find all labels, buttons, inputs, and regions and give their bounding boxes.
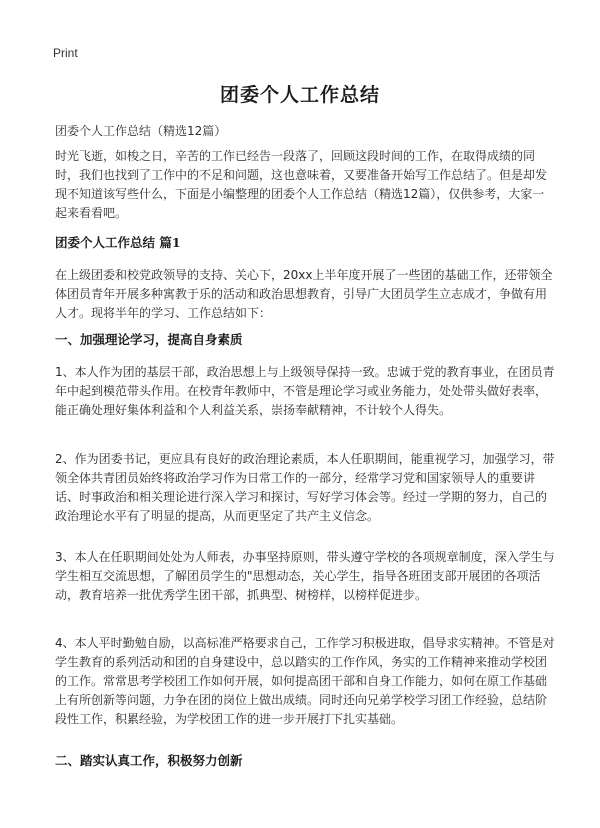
intro-paragraph bbox=[55, 147, 555, 223]
intro-text: 时光飞逝，如梭之日，辛苦的工作已经告一段落了，回顾这段时间的工作，在取得成绩的同时，我们也找到了工作中的不足和问题，这也意味着，又要准备开始写工作总结了。但是却发现不知道该写些什么，下面是小编整理的团委个人工作总结（精选12篇），仅供参考，大家一起来看看吧。 bbox=[55, 149, 548, 220]
page-title: 团委个人工作总结 bbox=[219, 84, 380, 106]
list-item bbox=[55, 634, 555, 729]
article-intro-paragraph bbox=[55, 266, 555, 323]
list-item-text-1: 1、本人作为团的基层干部，政治思想上与上级领导保持一致。忠诚于党的教育事业，在团员青年中起到模范带头作用。在校青年教师中，不管是理论学习或业务能力，处处带头做好表率，能正确处理好集体利益和个人利益关系，崇扬奉献精神，不计较个人得失。 bbox=[55, 365, 555, 417]
subtitle: 团委个人工作总结（精选12篇） bbox=[55, 124, 227, 138]
list-item-text-3: 3、本人在任职期间处处为人师表，办事坚持原则，带头遵守学校的各项规章制度，深入学生与学生相互交流思想，了解团员学生的"思想动态，关心学生，指导各班团支部开展团的各项活动，教育培养一批优秀学生团干部，抓典型、树榜样，以榜样促进步。 bbox=[55, 550, 555, 602]
section-heading-2: 二、踏实认真工作，积极努力创新 bbox=[55, 753, 243, 768]
list-item-text-4: 4、本人平时勤勉自励，以高标准严格要求自己，工作学习积极进取，倡导求实精神。不管是对学生教育的系列活动和团的自身建设中，总以踏实的工作作风，务实的工作精神来推动学校团的工作。常常思考学校团工作如何开展，如何提高团干部和自身工作能力，如何在原工作基础上有所创新等问题，力争在团的岗位上做出成绩。同时还向兄弟学校学习团工作经验，总结阶段性工作，积累经验，为学校团工作的进一步开展打下扎实基础。 bbox=[55, 636, 555, 726]
section-heading-1: 一、加强理论学习，提高自身素质 bbox=[55, 332, 243, 347]
list-item bbox=[55, 363, 555, 420]
article-heading: 团委个人工作总结 篇1 bbox=[55, 235, 181, 250]
list-item bbox=[55, 450, 555, 526]
article-intro-text: 在上级团委和校党政领导的支持、关心下，20xx上半年度开展了一些团的基础工作，还带领全体团员青年开展多种寓教于乐的活动和政治思想教育，引导广大团员学生立志成才，争做有用人才。现将半年的学习、工作总结如下： bbox=[55, 268, 553, 320]
print-label[interactable]: Print bbox=[53, 46, 78, 60]
list-item bbox=[55, 548, 555, 605]
list-item-text-2: 2、作为团委书记，更应具有良好的政治理论素质，本人任职期间，能重视学习，加强学习，带领全体共青团员始终将政治学习作为日常工作的一部分，经常学习党和国家领导人的重要讲话、时事政治和相关理论进行深入学习和探讨，写好学习体会等。经过一学期的努力，自己的政治理论水平有了明显的提高，从而更坚定了共产主义信念。 bbox=[55, 452, 555, 523]
